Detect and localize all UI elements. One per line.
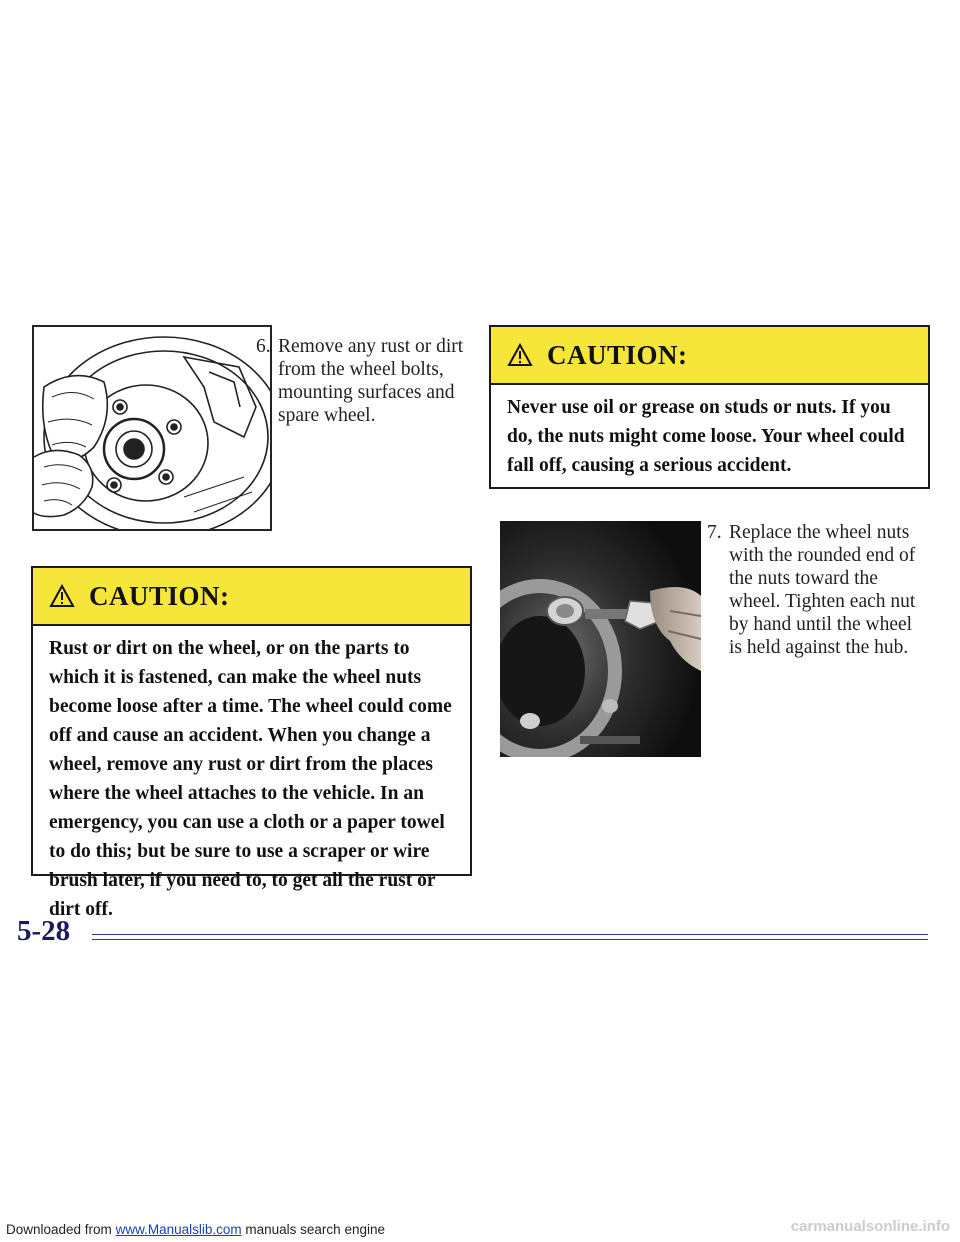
step-7 xyxy=(707,521,927,659)
footer-prefix: Downloaded from xyxy=(6,1222,112,1237)
step-7-text: Replace the wheel nuts with the rounded end of the nuts toward the wheel. Tighten each nut by hand until the wheel is held against the hub. xyxy=(729,522,916,658)
download-footer xyxy=(6,1222,385,1237)
warning-triangle-icon xyxy=(49,584,75,608)
step-6-number: 6. xyxy=(256,336,271,357)
caution-title: CAUTION: xyxy=(89,580,230,611)
footer-suffix: manuals search engine xyxy=(245,1222,385,1237)
wheel-cleaning-illustration xyxy=(32,325,272,531)
caution-header xyxy=(33,568,470,626)
step-7-number: 7. xyxy=(707,522,722,543)
warning-triangle-icon xyxy=(507,343,533,367)
caution-box-rust xyxy=(31,566,472,920)
caution-box-oil xyxy=(489,325,930,489)
caution-body: Never use oil or grease on studs or nuts. If you do, the nuts might come loose. Your wheel could fall off, causing a serious accident. xyxy=(507,397,905,476)
caution-header xyxy=(491,327,928,385)
wheel-nut-photo xyxy=(500,521,701,757)
watermark: carmanualsonline.info xyxy=(790,1218,950,1235)
page-number: 5-28 xyxy=(17,915,71,947)
step-6-text: Remove any rust or dirt from the wheel bolts, mounting surfaces and spare wheel. xyxy=(278,336,464,426)
caution-title: CAUTION: xyxy=(547,339,688,370)
manualslib-link[interactable]: www.Manualslib.com xyxy=(115,1222,242,1237)
page-rule xyxy=(92,934,928,940)
step-6 xyxy=(256,335,466,427)
caution-body: Rust or dirt on the wheel, or on the parts to which it is fastened, can make the wheel nuts become loose after a time. The wheel could come off and cause an accident. When you change a wheel, remove any rust or dirt from the places where the wheel attaches to the vehicle. In an emergency, you can use a cloth or a paper towel to do this; but be sure to use a scraper or wire brush later, if you need to, to get all the rust or dirt off. xyxy=(49,638,452,920)
